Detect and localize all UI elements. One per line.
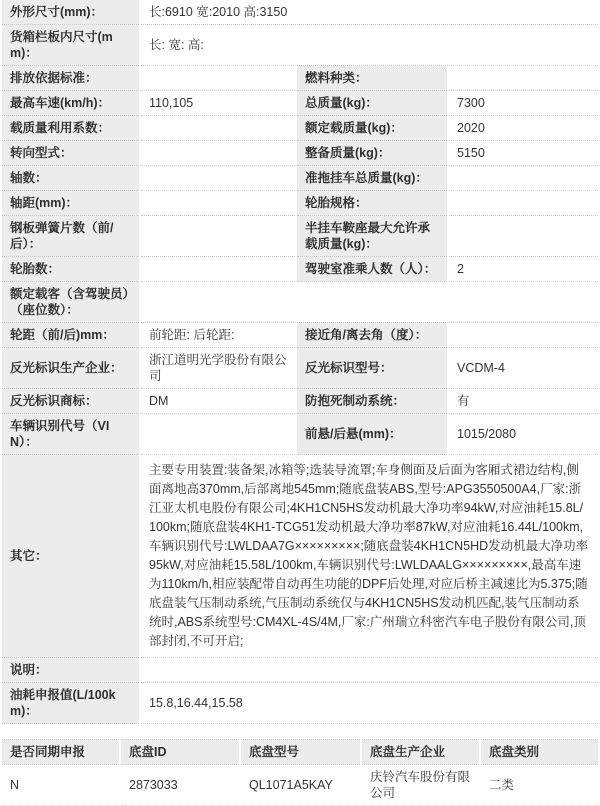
spec-label: 总质量(kg)： [297, 91, 447, 116]
spec-label: 车辆识别代号（VIN）： [2, 414, 139, 455]
table-row [2, 257, 598, 282]
chassis-table [0, 739, 600, 806]
spec-value [449, 323, 598, 348]
spec-value [141, 216, 295, 257]
spec-value [141, 414, 295, 455]
spec-label: 钢板弹簧片数（前/后）： [2, 216, 139, 257]
table-row [2, 191, 598, 216]
spec-value [141, 658, 598, 683]
spec-label: 外形尺寸(mm)： [2, 0, 139, 25]
spec-value: 前轮距: 后轮距: [141, 323, 295, 348]
spec-label: 排放依据标准： [2, 66, 139, 91]
spec-value: 2 [449, 257, 598, 282]
spec-value: 1015/2080 [449, 414, 598, 455]
chassis-header: 底盘生产企业 [362, 739, 479, 765]
chassis-cell: N [2, 765, 119, 806]
chassis-header-row [2, 739, 598, 765]
table-row [2, 141, 598, 166]
table-row [2, 116, 598, 141]
chassis-cell: 庆铃汽车股份有限公司 [362, 765, 479, 806]
spec-value: 7300 [449, 91, 598, 116]
chassis-header: 底盘型号 [241, 739, 360, 765]
spec-value: 浙江道明光学股份有限公司 [141, 348, 295, 389]
spec-label: 接近角/离去角（度）： [297, 323, 447, 348]
spec-value [141, 141, 295, 166]
table-row [2, 348, 598, 389]
chassis-header: 底盘类别 [481, 739, 598, 765]
spec-label: 防抱死制动系统： [297, 389, 447, 414]
spec-label: 油耗申报值(L/100km)： [2, 683, 139, 724]
spec-value [141, 166, 295, 191]
table-row [2, 166, 598, 191]
table-row [2, 323, 598, 348]
table-spacer [0, 724, 600, 739]
chassis-cell: 二类 [481, 765, 598, 806]
chassis-data-row [2, 765, 598, 806]
spec-value [141, 257, 295, 282]
spec-label: 轮距（前/后)mm： [2, 323, 139, 348]
spec-value: DM [141, 389, 295, 414]
chassis-header: 是否同期申报 [2, 739, 119, 765]
chassis-header: 底盘ID [121, 739, 239, 765]
spec-label: 反光标识生产企业： [2, 348, 139, 389]
chassis-cell: 2873033 [121, 765, 239, 806]
table-row [2, 414, 598, 455]
spec-value [141, 66, 295, 91]
table-row [2, 66, 598, 91]
spec-value: 有 [449, 389, 598, 414]
spec-label: 额定载客（含驾驶员）（座位数）： [2, 282, 139, 323]
spec-value: VCDM-4 [449, 348, 598, 389]
spec-label: 轮胎规格： [297, 191, 447, 216]
spec-label: 反光标识型号： [297, 348, 447, 389]
spec-label: 载质量利用系数： [2, 116, 139, 141]
spec-value [449, 216, 598, 257]
table-row [2, 683, 598, 724]
table-row [2, 0, 598, 25]
chassis-cell: QL1071A5KAY [241, 765, 360, 806]
spec-label: 轴数： [2, 166, 139, 191]
spec-label: 轮胎数： [2, 257, 139, 282]
spec-label: 转向型式： [2, 141, 139, 166]
spec-label: 半挂车鞍座最大允许承载质量(kg)： [297, 216, 447, 257]
spec-value: 15.8,16.44,15.58 [141, 683, 598, 724]
spec-label: 货箱栏板内尺寸(mm)： [2, 25, 139, 66]
table-row [2, 91, 598, 116]
spec-label: 额定载质量(kg)： [297, 116, 447, 141]
spec-label: 准拖挂车总质量(kg)： [297, 166, 447, 191]
table-row [2, 25, 598, 66]
spec-value-other-notes: 主要专用装置:装备架,冰箱等;选装导流罩;车身侧面及后面为客厢式裙边结构,侧面离地高370mm,后部离地545mm;随底盘装ABS,型号:APG3550500A4,厂家:浙江亚太机电股份有限公司;4KH1CN5HS发动机最大净功率94kW,对应油耗15.8L/100km;随底盘装4KH1-TCG51发动机最大净功率87kW,对应油耗16.44L/100km,车辆识别代号:LWLDAA7G×××××××××;随底盘装4KH1CN5HD发动机最大净功率95kW,对应油耗15.58L/100km,车辆识别代号:LWLDAALG×××××××××,最高车速为110km/h,相应装配带自动再生功能的DPF后处理,对应后桥主减速比为5.375;随底盘装气压制动系统,气压制动系统仅与4KH1CN5HS发动机匹配,装气压制动系统时,ABS系统型号:CM4XL-4S/4M,厂家:广州瑞立科密汽车电子股份有限公司,顶部封闭,不可开启; [141, 455, 598, 658]
spec-label: 整备质量(kg)： [297, 141, 447, 166]
spec-value: 长: 宽: 高: [141, 25, 598, 66]
spec-value: 2020 [449, 116, 598, 141]
spec-value [141, 282, 598, 323]
spec-value: 5150 [449, 141, 598, 166]
spec-value [449, 66, 598, 91]
spec-label: 说明： [2, 658, 139, 683]
spec-label: 轴距(mm)： [2, 191, 139, 216]
spec-label: 反光标识商标： [2, 389, 139, 414]
table-row [2, 658, 598, 683]
spec-value [449, 166, 598, 191]
table-row [2, 282, 598, 323]
spec-label: 燃料种类： [297, 66, 447, 91]
spec-value [141, 191, 295, 216]
spec-value [449, 191, 598, 216]
spec-value: 长:6910 宽:2010 高:3150 [141, 0, 598, 25]
spec-value: 110,105 [141, 91, 295, 116]
spec-label: 其它： [2, 455, 139, 658]
spec-value [141, 116, 295, 141]
spec-label: 前悬/后悬(mm)： [297, 414, 447, 455]
table-row-other [2, 455, 598, 658]
spec-label: 驾驶室准乘人数（人）： [297, 257, 447, 282]
table-row [2, 389, 598, 414]
spec-label: 最高车速(km/h)： [2, 91, 139, 116]
table-row [2, 216, 598, 257]
